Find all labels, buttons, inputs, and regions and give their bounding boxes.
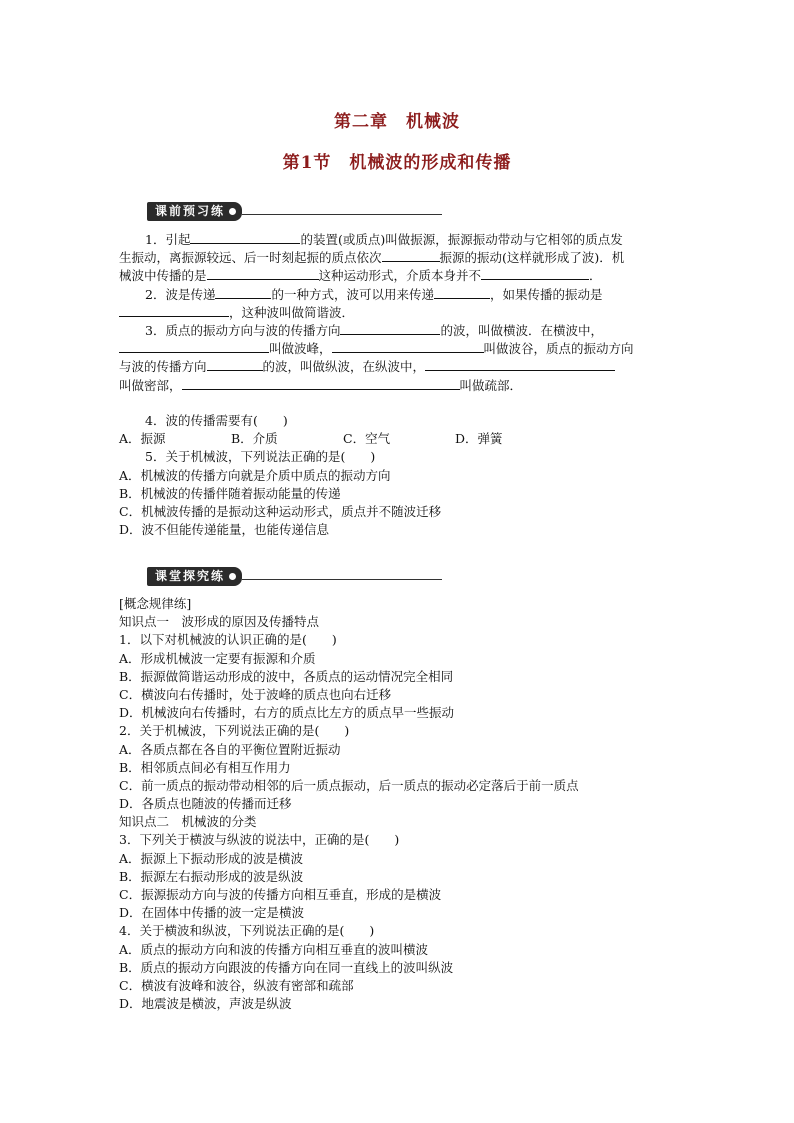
inclass-banner-tag — [147, 567, 242, 586]
option-a[interactable]: A．振源 — [119, 431, 166, 447]
preview-fill-blanks — [119, 230, 675, 394]
q3-text: 叫做疏部． — [459, 377, 523, 393]
answer-blank[interactable] — [332, 339, 484, 353]
q3-line-4 — [119, 376, 675, 394]
bullet-icon — [229, 573, 236, 580]
option-c[interactable]: C．前一质点的振动带动相邻的后一质点振动，后一质点的振动必定落后于前一质点 — [119, 777, 579, 793]
bullet-icon — [229, 208, 236, 215]
q3-line-2 — [119, 339, 675, 357]
q1-text: 这种运动形式，介质本身并不 — [318, 268, 482, 284]
option-a[interactable]: A．形成机械波一定要有振源和介质 — [119, 650, 316, 666]
preview-banner — [147, 202, 442, 220]
option-c[interactable]: C．空气 — [343, 431, 391, 447]
answer-blank[interactable] — [119, 339, 269, 353]
knowledge-point-1: 知识点一 波形成的原因及传播特点 — [119, 614, 320, 630]
option-c[interactable]: C．机械波传播的是振动这种运动形式，质点并不随波迁移 — [119, 503, 442, 519]
option-d[interactable]: D．弹簧 — [455, 431, 503, 447]
q4-stem: 4．波的传播需要有( ) — [145, 413, 288, 428]
inclass-banner-label: 课堂探究练 — [155, 568, 226, 583]
answer-blank[interactable] — [382, 248, 440, 262]
q4-options — [119, 430, 675, 448]
option-d[interactable]: D．机械波向右传播时，右方的质点比左方的质点早一些振动 — [119, 705, 455, 721]
option-d[interactable]: D．各质点也随波的传播而迁移 — [119, 796, 292, 812]
subhead: [概念规律练] — [119, 596, 192, 611]
q1-text: 的装置(或质点)叫做振源，振源振动带动与它相邻的质点发 — [300, 232, 623, 247]
q2-text: 2．波是传递 — [145, 286, 216, 302]
q3-text: 3．质点的振动方向与波的传播方向 — [145, 322, 341, 338]
q2-line-1 — [119, 285, 675, 303]
option-d[interactable]: D．地震波是横波，声波是纵波 — [119, 996, 292, 1012]
q3-text: 叫做密部， — [119, 377, 182, 393]
q3-text: 的波，叫做横波．在横波中， — [440, 322, 603, 338]
q3-stem: 3．下列关于横波与纵波的说法中，正确的是( ) — [119, 832, 400, 848]
q3-text: 叫做波峰， — [269, 341, 332, 357]
q1-line-3 — [119, 266, 675, 284]
option-b[interactable]: B．振源做简谐运动形成的波中，各质点的运动情况完全相同 — [119, 668, 454, 684]
option-c[interactable]: C．振源振动方向与波的传播方向相互垂直，形成的是横波 — [119, 887, 442, 902]
inclass-banner — [147, 567, 442, 585]
preview-choices — [119, 412, 675, 539]
answer-blank[interactable] — [425, 357, 615, 371]
q2-line-2 — [119, 303, 675, 321]
preview-banner-label: 课前预习练 — [155, 203, 226, 218]
q1-text: 1．引起 — [145, 232, 191, 247]
chapter-title: 第二章 机械波 — [334, 112, 460, 132]
q5-stem: 5．关于机械波，下列说法正确的是( ) — [145, 449, 376, 465]
q1-line-2 — [119, 248, 675, 266]
option-a[interactable]: A．各质点都在各自的平衡位置附近振动 — [119, 741, 341, 757]
q2-text: ，如果传播的振动是 — [489, 286, 603, 302]
q2-text: 的一种方式，波可以用来传递 — [271, 286, 434, 302]
answer-blank[interactable] — [190, 230, 300, 244]
option-b[interactable]: B．振源左右振动形成的波是纵波 — [119, 868, 304, 884]
answer-blank[interactable] — [182, 376, 460, 390]
option-a[interactable]: A．质点的振动方向和波的传播方向相互垂直的波叫横波 — [119, 941, 429, 957]
option-c[interactable]: C．横波向右传播时，处于波峰的质点也向右迁移 — [119, 686, 392, 702]
option-b[interactable]: B．质点的振动方向跟波的传播方向在同一直线上的波叫纵波 — [119, 959, 454, 975]
q2-stem: 2．关于机械波，下列说法正确的是( ) — [119, 723, 350, 739]
answer-blank[interactable] — [481, 266, 589, 280]
option-a[interactable]: A．振源上下振动形成的波是横波 — [119, 850, 304, 866]
banner-rule — [242, 214, 442, 215]
q3-text: 叫做波谷，质点的振动方向 — [483, 341, 634, 357]
q3-line-3 — [119, 357, 675, 375]
answer-blank[interactable] — [119, 303, 229, 317]
answer-blank[interactable] — [207, 266, 319, 280]
knowledge-point-2: 知识点二 机械波的分类 — [119, 814, 257, 830]
q1-stem: 1．以下对机械波的认识正确的是( ) — [119, 632, 337, 648]
q1-text: 生振动，离振源较远、后一时刻起振的质点依次 — [119, 250, 382, 266]
option-b[interactable]: B．机械波的传播伴随着振动能量的传递 — [119, 485, 341, 501]
answer-blank[interactable] — [215, 285, 271, 299]
q1-text: 振源的振动(这样就形成了波)．机 — [439, 250, 625, 266]
q1-text: ． — [589, 268, 602, 284]
q3-text: 与波的传播方向 — [119, 359, 207, 375]
answer-blank[interactable] — [340, 321, 440, 335]
q1-line-1 — [119, 230, 675, 248]
answer-blank[interactable] — [207, 357, 263, 371]
option-d[interactable]: D．在固体中传播的波一定是横波 — [119, 905, 305, 921]
option-b[interactable]: B．介质 — [231, 431, 278, 447]
option-b[interactable]: B．相邻质点间必有相互作用力 — [119, 759, 291, 775]
section-title: 第1节 机械波的形成和传播 — [282, 153, 512, 173]
q2-text: ，这种波叫做简谐波． — [229, 304, 355, 320]
q4-stem: 4．关于横波和纵波，下列说法正确的是( ) — [119, 923, 375, 939]
preview-banner-tag — [147, 202, 242, 221]
option-a[interactable]: A．机械波的传播方向就是介质中质点的振动方向 — [119, 467, 391, 483]
q1-text: 械波中传播的是 — [119, 268, 207, 284]
answer-blank[interactable] — [434, 285, 490, 299]
q3-line-1 — [119, 321, 675, 339]
option-d[interactable]: D．波不但能传递能量，也能传递信息 — [119, 522, 330, 538]
banner-rule — [242, 579, 442, 580]
inclass-questions — [119, 595, 675, 1013]
option-c[interactable]: C．横波有波峰和波谷，纵波有密部和疏部 — [119, 977, 354, 993]
q3-text: 的波，叫做纵波，在纵波中， — [262, 359, 426, 375]
